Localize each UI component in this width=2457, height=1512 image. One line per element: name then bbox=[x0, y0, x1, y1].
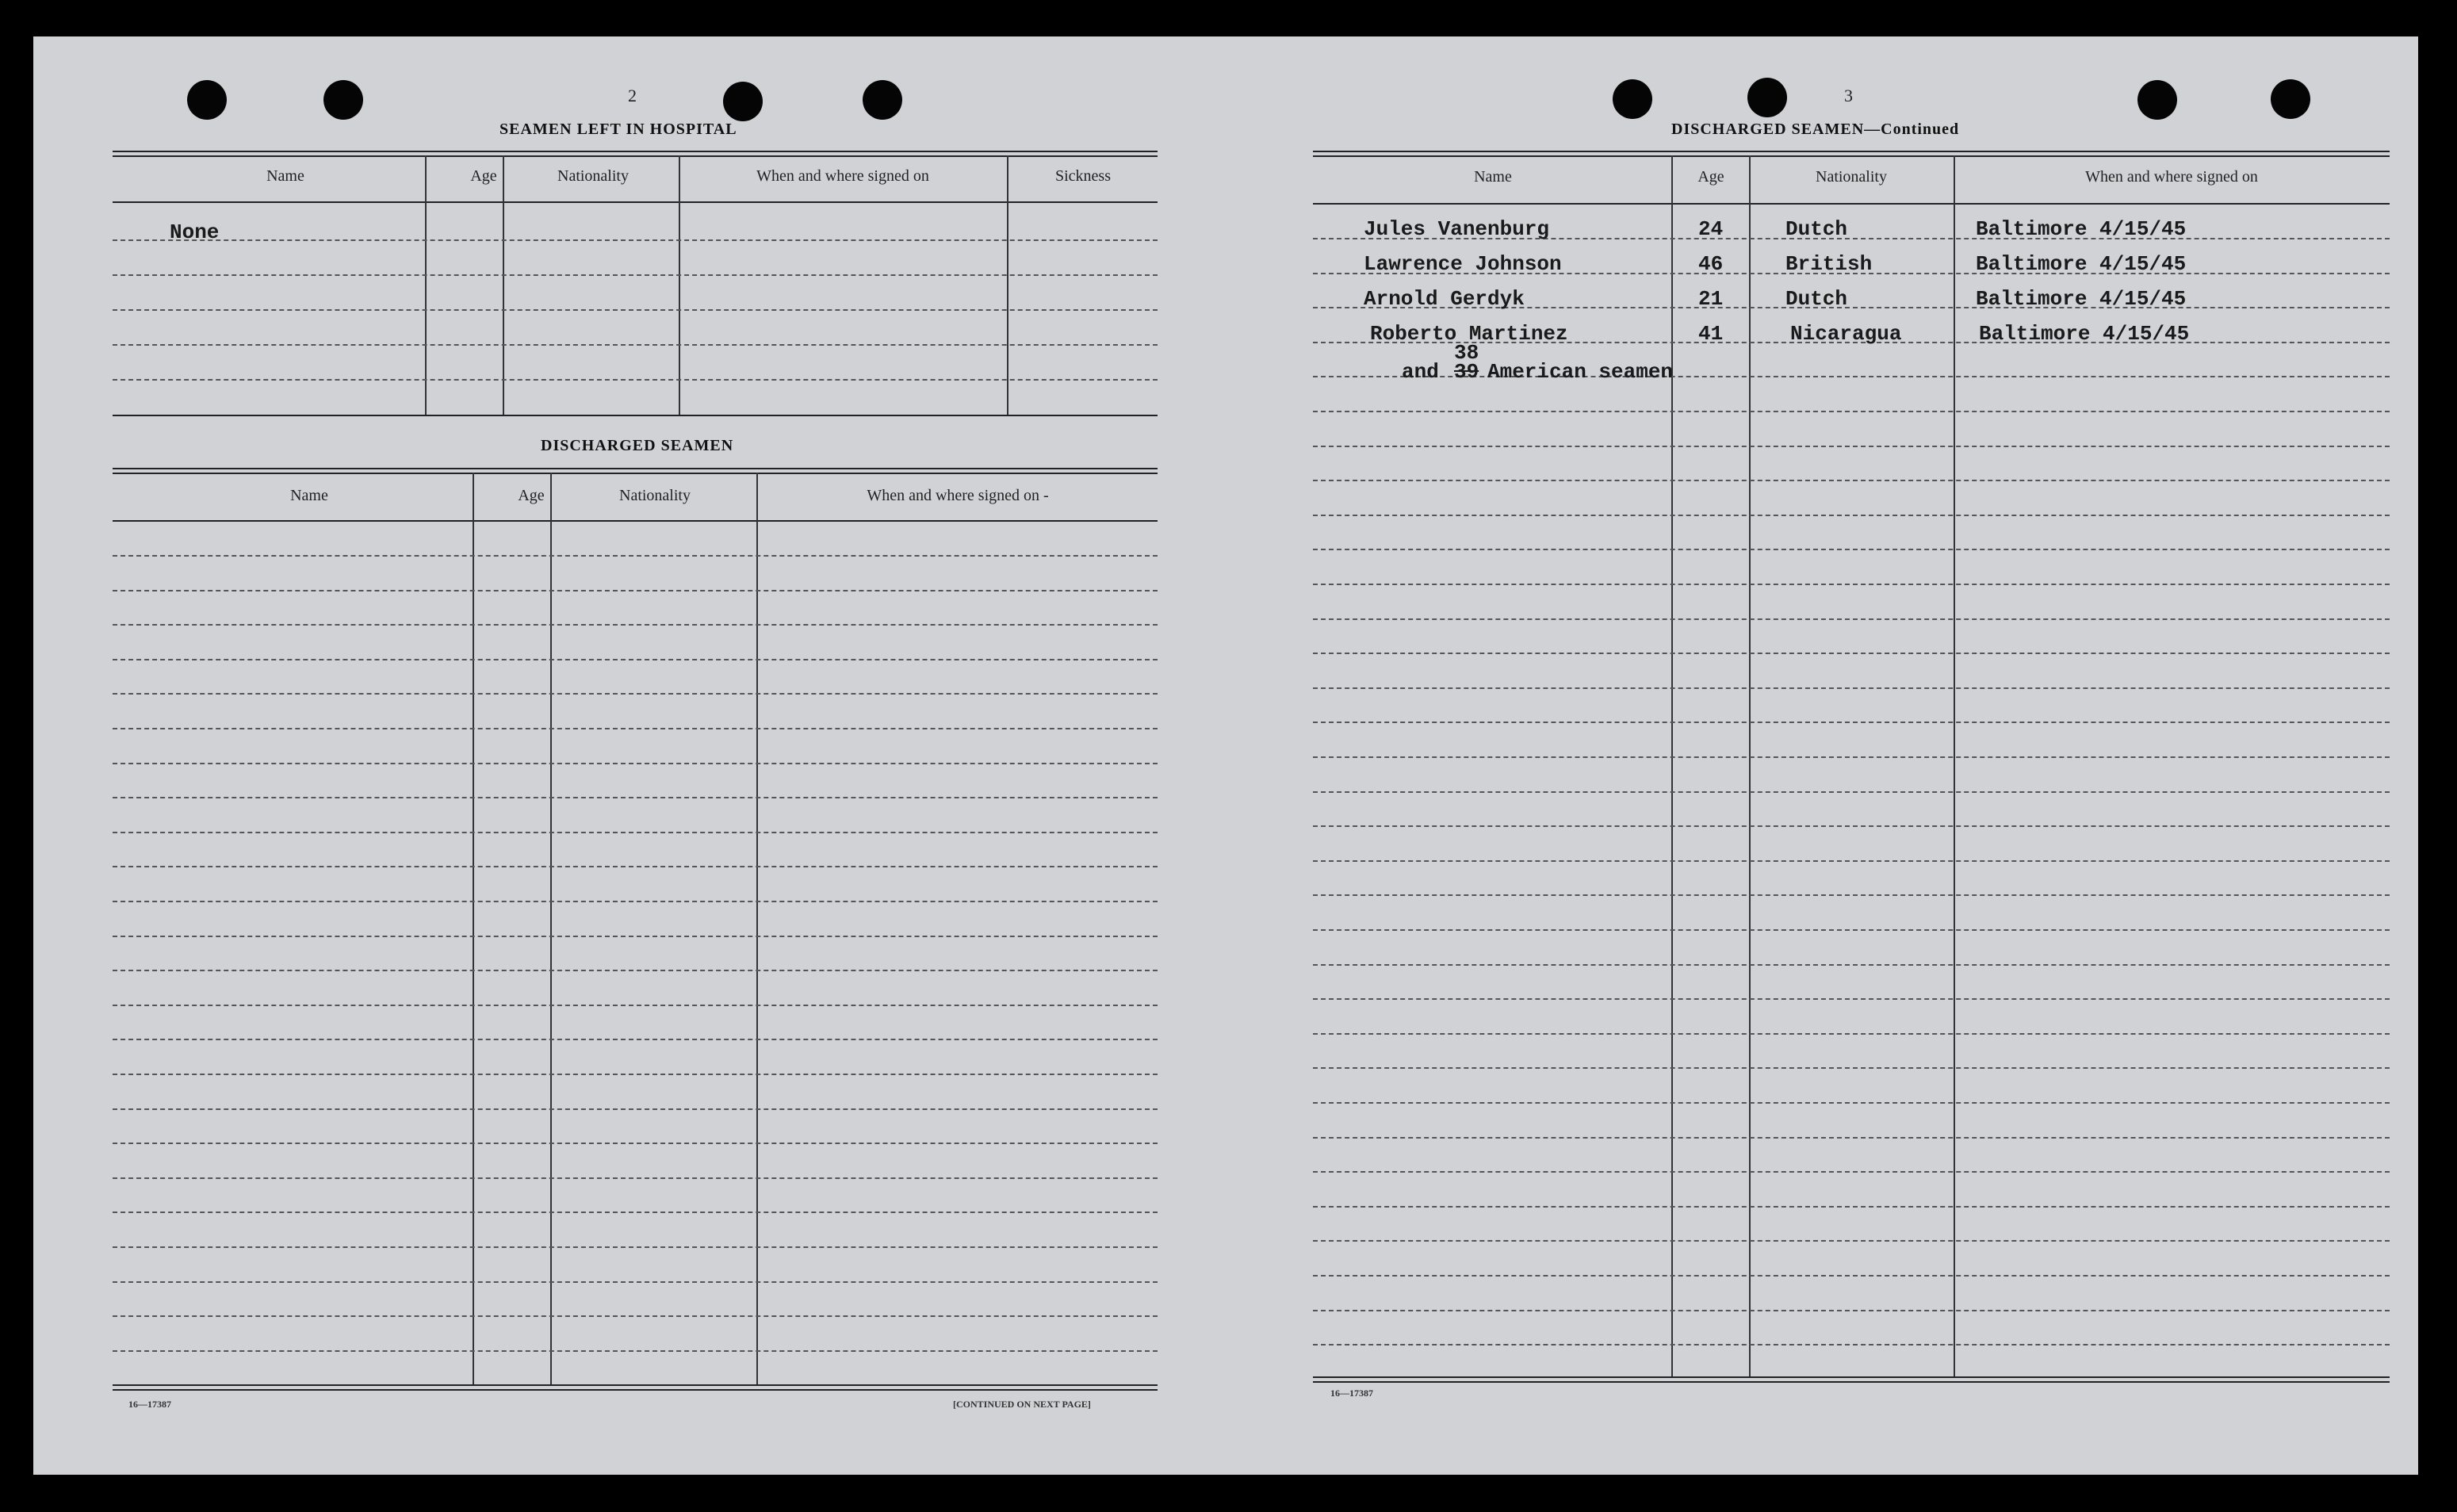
right-page-number: 3 bbox=[1844, 86, 1853, 105]
punch-hole bbox=[1613, 79, 1652, 119]
row-line bbox=[113, 1246, 1158, 1248]
column-divider bbox=[1954, 155, 1955, 1376]
column-header-signed-on: When and where signed on bbox=[756, 167, 929, 185]
punch-hole bbox=[2137, 80, 2177, 120]
row-line bbox=[113, 693, 1158, 695]
seaman-name: Jules Vanenburg bbox=[1364, 217, 1550, 241]
row-line bbox=[113, 555, 1158, 557]
row-line bbox=[1313, 1206, 2390, 1208]
row-line bbox=[1313, 722, 2390, 723]
column-header-nationality: Nationality bbox=[557, 167, 629, 185]
left-page-number: 2 bbox=[628, 86, 637, 105]
left-form-number: 16—17387 bbox=[128, 1399, 171, 1410]
document-sheet bbox=[33, 36, 2418, 1475]
note-suffix: American seamen bbox=[1487, 360, 1674, 384]
row-line bbox=[113, 797, 1158, 798]
seaman-signed-on: Baltimore 4/15/45 bbox=[1979, 322, 2190, 346]
row-line bbox=[113, 936, 1158, 937]
column-divider bbox=[679, 155, 680, 415]
punch-hole bbox=[187, 80, 227, 120]
row-line bbox=[1313, 1137, 2390, 1139]
row-line bbox=[1313, 411, 2390, 412]
header-bottom-rule bbox=[113, 520, 1158, 522]
column-header-name: Name bbox=[266, 167, 304, 185]
row-line bbox=[1313, 618, 2390, 620]
row-line bbox=[1313, 998, 2390, 1000]
note-correction-number: 38 bbox=[1454, 341, 1479, 365]
column-header-nationality: Nationality bbox=[1816, 168, 1887, 186]
row-line bbox=[113, 239, 1158, 241]
row-line bbox=[1313, 825, 2390, 827]
row-line bbox=[113, 1350, 1158, 1352]
row-line bbox=[113, 832, 1158, 833]
table-bottom-rule bbox=[113, 1384, 1158, 1386]
row-line bbox=[113, 1039, 1158, 1040]
seaman-age: 24 bbox=[1698, 217, 1724, 241]
row-line bbox=[113, 379, 1158, 381]
punch-hole bbox=[1747, 78, 1787, 117]
seaman-name: Lawrence Johnson bbox=[1364, 252, 1562, 276]
seaman-name: Roberto Martinez bbox=[1370, 322, 1568, 346]
row-line bbox=[1313, 687, 2390, 689]
row-line bbox=[113, 344, 1158, 346]
row-line bbox=[113, 763, 1158, 764]
seaman-nationality: Nicaragua bbox=[1790, 322, 1902, 346]
note-struck-number: 39 bbox=[1454, 360, 1479, 384]
discharged-section-title: DISCHARGED SEAMEN bbox=[541, 437, 734, 454]
column-header-signed-on: When and where signed on - bbox=[867, 487, 1049, 504]
row-line bbox=[1313, 1067, 2390, 1069]
seaman-age: 46 bbox=[1698, 252, 1724, 276]
row-line bbox=[113, 901, 1158, 902]
row-line bbox=[113, 970, 1158, 971]
column-header-sickness: Sickness bbox=[1055, 167, 1111, 185]
column-header-age: Age bbox=[470, 167, 497, 185]
seaman-name: Arnold Gerdyk bbox=[1364, 287, 1525, 311]
seaman-age: 41 bbox=[1698, 322, 1724, 346]
punch-hole bbox=[723, 82, 763, 121]
row-line bbox=[113, 1005, 1158, 1006]
row-line bbox=[1313, 480, 2390, 481]
header-bottom-rule bbox=[113, 201, 1158, 203]
punch-hole bbox=[2271, 79, 2310, 119]
row-line bbox=[113, 1143, 1158, 1144]
row-line bbox=[1313, 929, 2390, 931]
row-line bbox=[1313, 964, 2390, 966]
row-line bbox=[113, 659, 1158, 660]
column-divider bbox=[1749, 155, 1751, 1376]
row-line bbox=[113, 728, 1158, 729]
row-line bbox=[1313, 756, 2390, 758]
column-header-age: Age bbox=[518, 487, 545, 504]
row-line bbox=[113, 1281, 1158, 1283]
row-line bbox=[113, 624, 1158, 626]
seaman-nationality: Dutch bbox=[1785, 287, 1848, 311]
row-line bbox=[1313, 549, 2390, 550]
continued-note: [CONTINUED ON NEXT PAGE] bbox=[953, 1399, 1091, 1410]
row-line bbox=[1313, 446, 2390, 447]
punch-hole bbox=[863, 80, 902, 120]
row-line bbox=[113, 866, 1158, 867]
row-line bbox=[1313, 860, 2390, 862]
row-line bbox=[1313, 584, 2390, 585]
column-header-nationality: Nationality bbox=[619, 487, 691, 504]
row-line bbox=[1313, 791, 2390, 793]
row-line bbox=[1313, 1171, 2390, 1173]
row-line bbox=[113, 309, 1158, 311]
table-bottom-rule bbox=[1313, 1376, 2390, 1378]
seaman-age: 21 bbox=[1698, 287, 1724, 311]
column-divider bbox=[1007, 155, 1008, 415]
row-line bbox=[113, 1177, 1158, 1179]
seaman-nationality: Dutch bbox=[1785, 217, 1848, 241]
table-bottom-rule bbox=[113, 1389, 1158, 1391]
column-divider bbox=[503, 155, 504, 415]
column-divider bbox=[1671, 155, 1673, 1376]
column-header-name: Name bbox=[1474, 168, 1512, 186]
row-line bbox=[1313, 1344, 2390, 1345]
hospital-entry: None bbox=[170, 220, 220, 244]
column-header-name: Name bbox=[290, 487, 328, 504]
table-top-rule bbox=[113, 473, 1158, 474]
table-bottom-rule bbox=[113, 415, 1158, 416]
row-line bbox=[1313, 1033, 2390, 1035]
discharged-continued-title: DISCHARGED SEAMEN—Continued bbox=[1671, 121, 1960, 138]
punch-hole bbox=[323, 80, 363, 120]
table-top-rule bbox=[1313, 155, 2390, 157]
row-line bbox=[1313, 894, 2390, 896]
seaman-signed-on: Baltimore 4/15/45 bbox=[1976, 252, 2187, 276]
row-line bbox=[1313, 1310, 2390, 1311]
column-header-signed-on: When and where signed on bbox=[2085, 168, 2258, 186]
row-line bbox=[1313, 1240, 2390, 1242]
column-header-age: Age bbox=[1697, 168, 1724, 186]
row-line bbox=[113, 1108, 1158, 1110]
table-top-rule bbox=[113, 155, 1158, 157]
note-prefix: and bbox=[1402, 360, 1439, 384]
column-divider bbox=[425, 155, 427, 415]
row-line bbox=[113, 1315, 1158, 1317]
row-line bbox=[1313, 1275, 2390, 1277]
table-top-rule bbox=[1313, 151, 2390, 152]
row-line bbox=[113, 590, 1158, 591]
seaman-signed-on: Baltimore 4/15/45 bbox=[1976, 217, 2187, 241]
table-top-rule bbox=[113, 151, 1158, 152]
row-line bbox=[113, 274, 1158, 276]
table-bottom-rule bbox=[1313, 1381, 2390, 1383]
seaman-nationality: British bbox=[1785, 252, 1873, 276]
row-line bbox=[113, 1212, 1158, 1213]
table-top-rule bbox=[113, 468, 1158, 469]
row-line bbox=[1313, 653, 2390, 654]
seaman-signed-on: Baltimore 4/15/45 bbox=[1976, 287, 2187, 311]
row-line bbox=[113, 1074, 1158, 1075]
right-form-number: 16—17387 bbox=[1330, 1388, 1373, 1399]
row-line bbox=[1313, 515, 2390, 516]
row-line bbox=[1313, 1102, 2390, 1104]
header-bottom-rule bbox=[1313, 203, 2390, 205]
hospital-section-title: SEAMEN LEFT IN HOSPITAL bbox=[499, 121, 737, 138]
